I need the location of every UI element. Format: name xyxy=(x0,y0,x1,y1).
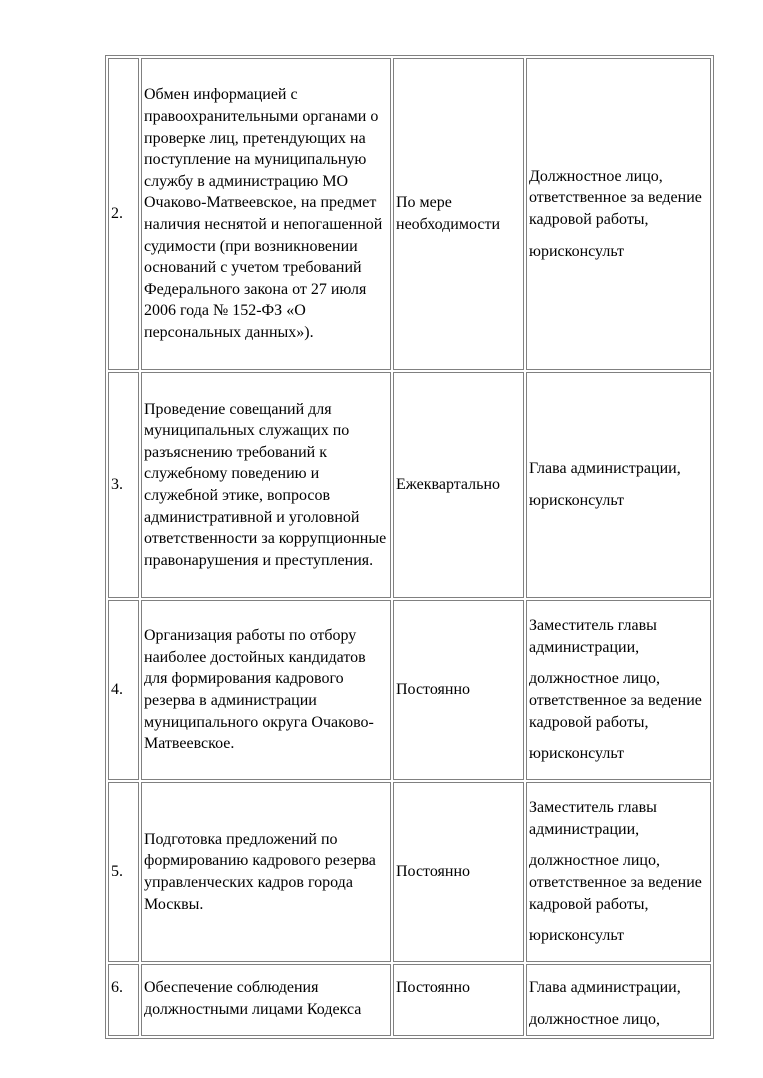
row-number: 5. xyxy=(108,782,139,962)
responsible-entry: Глава администрации, xyxy=(529,460,681,478)
measure-description: Подготовка предложений по формированию кадрового резерва управленческих кадров города Москвы. xyxy=(141,782,391,962)
measure-term: Постоянно xyxy=(393,782,524,962)
responsible-entry: Заместитель главы администрации, xyxy=(529,617,657,656)
measure-description: Проведение совещаний для муниципальных служащих по разъяснению требований к служебному поведению и служебной этике, вопросов административной и уголовной ответственности за коррупционные правонарушения и преступления. xyxy=(141,372,391,598)
measure-term: Постоянно xyxy=(393,600,524,780)
responsible-entry: должностное лицо, xyxy=(529,1010,660,1028)
responsible-entry: должностное лицо, ответственное за ведение кадровой работы, xyxy=(529,670,702,731)
row-number: 2. xyxy=(108,58,139,370)
row-number: 4. xyxy=(108,600,139,780)
measures-table xyxy=(105,55,714,1039)
row-number: 6. xyxy=(108,964,139,1036)
responsible-entry: юрисконсульт xyxy=(529,745,624,763)
responsible-entry: должностное лицо, ответственное за ведение кадровой работы, xyxy=(529,852,702,913)
table-row xyxy=(108,372,711,598)
measure-term: По мере необходимости xyxy=(393,58,524,370)
measure-term: Постоянно xyxy=(393,964,524,1036)
table-row xyxy=(108,782,711,962)
responsible-entry: юрисконсульт xyxy=(529,242,624,260)
row-number: 3. xyxy=(108,372,139,598)
measure-description: Организация работы по отбору наиболее достойных кандидатов для формирования кадрового резерва в администрации муниципального округа Очаково-Матвеевское. xyxy=(141,600,391,780)
measure-responsible xyxy=(526,964,711,1036)
measure-responsible xyxy=(526,782,711,962)
responsible-entry: юрисконсульт xyxy=(529,492,624,509)
responsible-entry: Глава администрации, xyxy=(529,979,681,996)
measure-description: Обмен информацией с правоохранительными органами о проверке лиц, претендующих на поступление на муниципальную службу в администрацию МО Очаково-Матвеевское, на предмет наличия неснятой и непогашенной судимости (при возникновении оснований с учетом требований Федерального закона от 27 июля 2006 года № 152-ФЗ «О персональных данных»). xyxy=(141,58,391,370)
responsible-entry: Должностное лицо, ответственное за ведение кадровой работы, xyxy=(529,167,702,228)
table-row xyxy=(108,964,711,1036)
measure-responsible xyxy=(526,58,711,370)
measure-responsible xyxy=(526,600,711,780)
measure-description: Обеспечение соблюдения должностными лицами Кодекса xyxy=(141,964,391,1036)
table-row xyxy=(108,600,711,780)
measure-responsible xyxy=(526,372,711,598)
measure-term: Ежеквартально xyxy=(393,372,524,598)
responsible-entry: юрисконсульт xyxy=(529,927,624,945)
table-row xyxy=(108,58,711,370)
responsible-entry: Заместитель главы администрации, xyxy=(529,799,657,838)
